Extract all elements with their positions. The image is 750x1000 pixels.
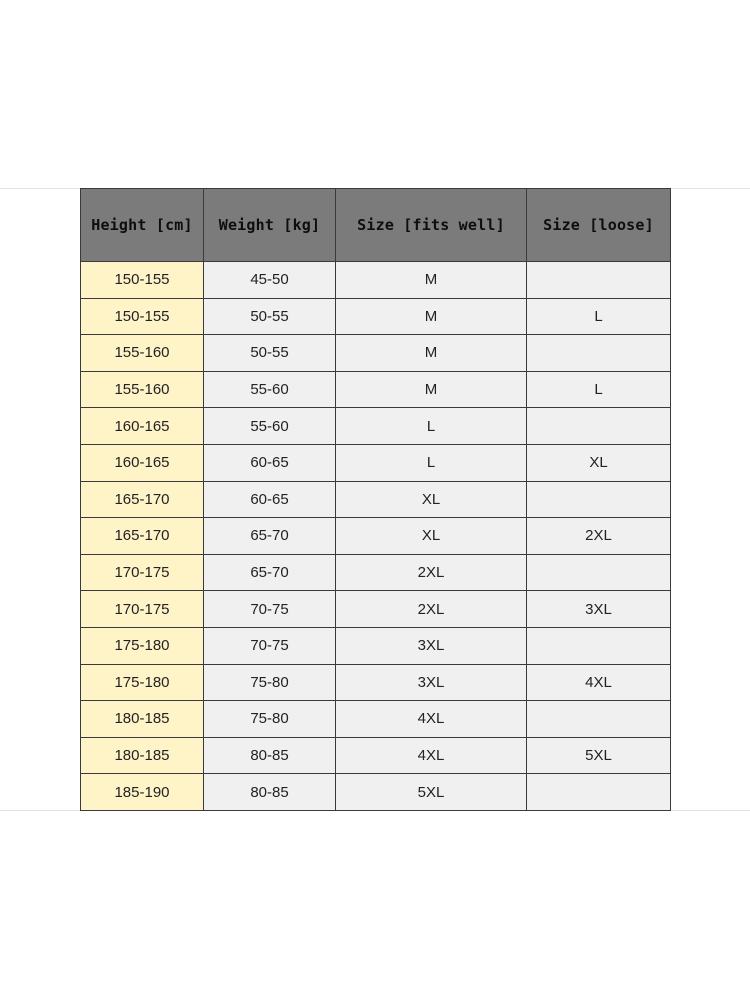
weight-cell: 70-75 <box>204 627 336 664</box>
weight-cell: 60-65 <box>204 444 336 481</box>
weight-cell: 65-70 <box>204 554 336 591</box>
table-row <box>81 481 671 518</box>
size-fits-well-cell: XL <box>336 518 527 555</box>
height-cell: 160-165 <box>81 408 204 445</box>
height-cell: 150-155 <box>81 262 204 299</box>
header-weight: Weight [kg] <box>204 189 336 262</box>
size-fits-well-cell: XL <box>336 481 527 518</box>
size-loose-cell: 4XL <box>527 664 671 701</box>
size-fits-well-cell: M <box>336 335 527 372</box>
table-row <box>81 774 671 811</box>
table-row <box>81 371 671 408</box>
weight-cell: 55-60 <box>204 371 336 408</box>
size-fits-well-cell: 5XL <box>336 774 527 811</box>
height-cell: 155-160 <box>81 335 204 372</box>
header-row <box>81 189 671 262</box>
table-row <box>81 335 671 372</box>
table-row <box>81 408 671 445</box>
size-loose-cell: 3XL <box>527 591 671 628</box>
size-fits-well-cell: M <box>336 262 527 299</box>
weight-cell: 55-60 <box>204 408 336 445</box>
table-row <box>81 444 671 481</box>
height-cell: 170-175 <box>81 591 204 628</box>
weight-cell: 75-80 <box>204 701 336 738</box>
size-loose-cell <box>527 554 671 591</box>
height-cell: 160-165 <box>81 444 204 481</box>
size-fits-well-cell: L <box>336 444 527 481</box>
height-cell: 185-190 <box>81 774 204 811</box>
weight-cell: 50-55 <box>204 298 336 335</box>
height-cell: 170-175 <box>81 554 204 591</box>
table-row <box>81 262 671 299</box>
size-fits-well-cell: 3XL <box>336 627 527 664</box>
size-fits-well-cell: M <box>336 298 527 335</box>
height-cell: 180-185 <box>81 737 204 774</box>
table-row <box>81 737 671 774</box>
table-row <box>81 554 671 591</box>
weight-cell: 45-50 <box>204 262 336 299</box>
size-fits-well-cell: 4XL <box>336 737 527 774</box>
size-fits-well-cell: 2XL <box>336 591 527 628</box>
size-loose-cell: 5XL <box>527 737 671 774</box>
height-cell: 175-180 <box>81 627 204 664</box>
table-row <box>81 627 671 664</box>
weight-cell: 65-70 <box>204 518 336 555</box>
weight-cell: 80-85 <box>204 737 336 774</box>
header-height: Height [cm] <box>81 189 204 262</box>
table-body <box>81 262 671 811</box>
size-loose-cell <box>527 774 671 811</box>
size-loose-cell <box>527 335 671 372</box>
size-fits-well-cell: 4XL <box>336 701 527 738</box>
weight-cell: 75-80 <box>204 664 336 701</box>
size-fits-well-cell: M <box>336 371 527 408</box>
height-cell: 150-155 <box>81 298 204 335</box>
size-chart-table <box>80 188 671 811</box>
size-loose-cell <box>527 701 671 738</box>
size-loose-cell <box>527 627 671 664</box>
height-cell: 155-160 <box>81 371 204 408</box>
weight-cell: 60-65 <box>204 481 336 518</box>
table-row <box>81 518 671 555</box>
height-cell: 165-170 <box>81 481 204 518</box>
size-fits-well-cell: 2XL <box>336 554 527 591</box>
weight-cell: 80-85 <box>204 774 336 811</box>
size-fits-well-cell: 3XL <box>336 664 527 701</box>
size-loose-cell <box>527 262 671 299</box>
size-loose-cell: XL <box>527 444 671 481</box>
size-loose-cell <box>527 408 671 445</box>
height-cell: 180-185 <box>81 701 204 738</box>
size-loose-cell: L <box>527 371 671 408</box>
size-loose-cell <box>527 481 671 518</box>
weight-cell: 50-55 <box>204 335 336 372</box>
header-size-fits-well: Size [fits well] <box>336 189 527 262</box>
header-size-loose: Size [loose] <box>527 189 671 262</box>
size-fits-well-cell: L <box>336 408 527 445</box>
size-loose-cell: L <box>527 298 671 335</box>
height-cell: 165-170 <box>81 518 204 555</box>
table-row <box>81 298 671 335</box>
table-row <box>81 701 671 738</box>
table-row <box>81 591 671 628</box>
table-row <box>81 664 671 701</box>
size-loose-cell: 2XL <box>527 518 671 555</box>
weight-cell: 70-75 <box>204 591 336 628</box>
height-cell: 175-180 <box>81 664 204 701</box>
